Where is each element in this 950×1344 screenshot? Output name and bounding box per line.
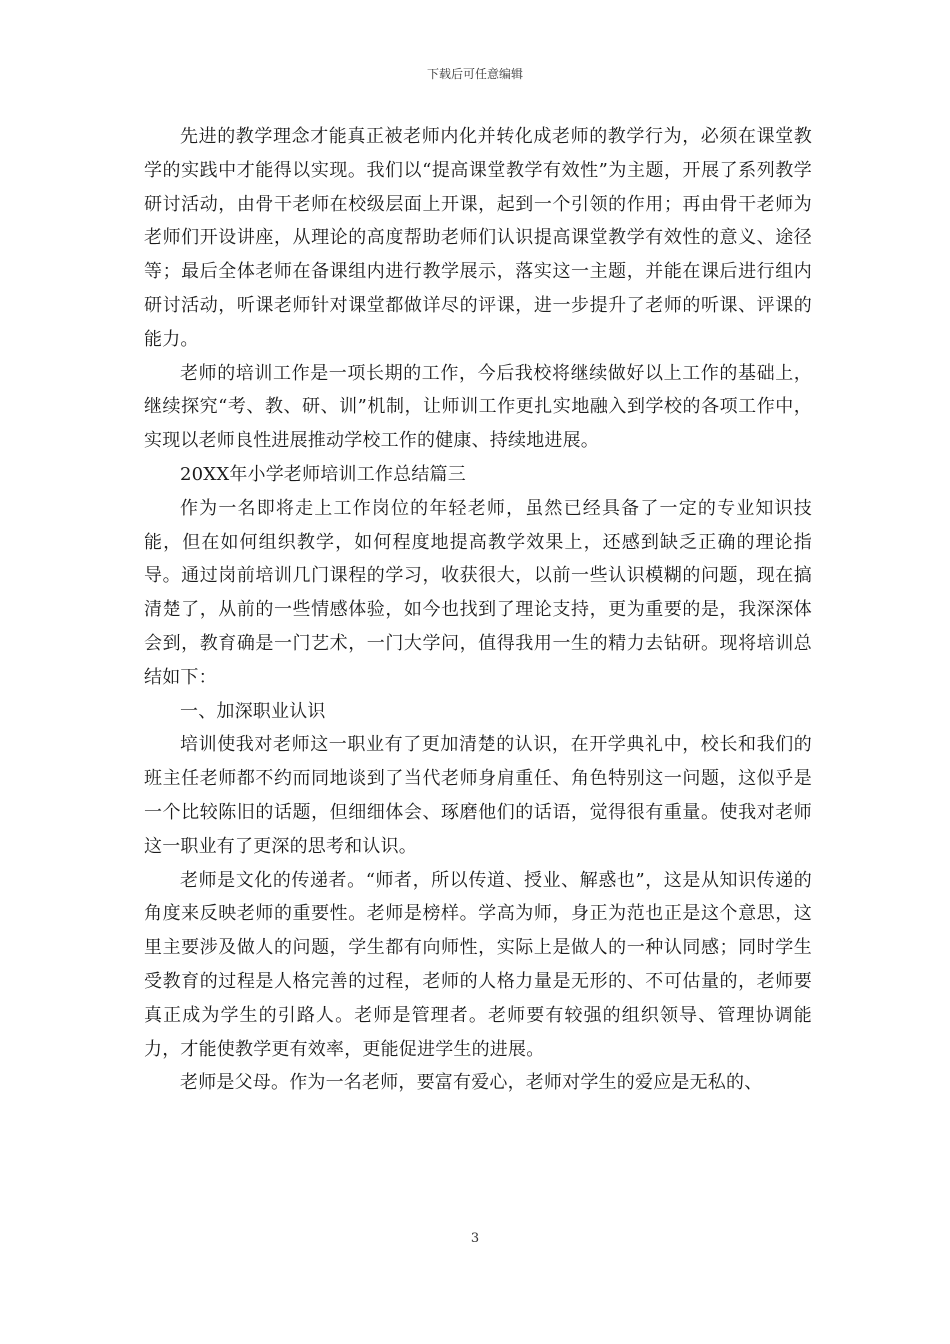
- page-header-note: 下载后可任意编辑: [426, 67, 523, 81]
- subheading-deepen-awareness: 一、加深职业认识: [180, 700, 326, 722]
- paragraph-teaching-concept: 先进的教学理念才能真正被老师内化并转化成老师的教学行为，必须在课堂教学的实践中才能得以实现。我们以“提高课堂教学有效性”为主题，开展了系列教学研讨活动，由骨干老师在校级层面上开课，起到一个引领的作用；再由骨干老师为老师们开设讲座，从理论的高度帮助老师们认识提高课堂教学有效性的意义、途径等；最后全体老师在备课组内进行教学展示，落实这一主题，并能在课后进行组内研讨活动，听课老师针对课堂都做详尽的评课，进一步提升了老师的听课、评课的能力。: [144, 126, 812, 350]
- section-title-part-three: 20XX年小学老师培训工作总结篇三: [180, 463, 466, 485]
- paragraph-teacher-parent: 老师是父母。作为一名老师，要富有爱心，老师对学生的爱应是无私的、: [180, 1072, 763, 1094]
- page-number: 3: [470, 1231, 480, 1246]
- document-body: [144, 120, 812, 1100]
- paragraph-teacher-roles: 老师是文化的传递者。“师者，所以传道、授业、解惑也”，这是从知识传递的角度来反映老师的重要性。老师是榜样。学高为师，身正为范也正是这个意思，这里主要涉及做人的问题，学生都有向师性，实际上是做人的一种认同感；同时学生受教育的过程是人格完善的过程，老师的人格力量是无形的、不可估量的，老师要真正成为学生的引路人。老师是管理者。老师要有较强的组织领导、管理协调能力，才能使教学更有效率，更能促进学生的进展。: [144, 869, 812, 1060]
- paragraph-training-long-term: 老师的培训工作是一项长期的工作，今后我校将继续做好以上工作的基础上，继续探究“考、教、研、训”机制，让师训工作更扎实地融入到学校的各项工作中，实现以老师良性进展推动学校工作的健康、持续地进展。: [144, 362, 812, 452]
- paragraph-training-awareness: 培训使我对老师这一职业有了更加清楚的认识，在开学典礼中，校长和我们的班主任老师都不约而同地谈到了当代老师身肩重任、角色特别这一问题，这似乎是一个比较陈旧的话题，但细细体会、琢磨他们的话语，觉得很有重量。使我对老师这一职业有了更深的思考和认识。: [144, 734, 812, 857]
- paragraph-young-teacher: 作为一名即将走上工作岗位的年轻老师，虽然已经具备了一定的专业知识技能，但在如何组织教学，如何程度地提高教学效果上，还感到缺乏正确的理论指导。通过岗前培训几门课程的学习，收获很大，以前一些认识模糊的问题，现在搞清楚了，从前的一些情感体验，如今也找到了理论支持，更为重要的是，我深深体会到，教育确是一门艺术，一门大学问，值得我用一生的精力去钻研。现将培训总结如下：: [144, 497, 812, 688]
